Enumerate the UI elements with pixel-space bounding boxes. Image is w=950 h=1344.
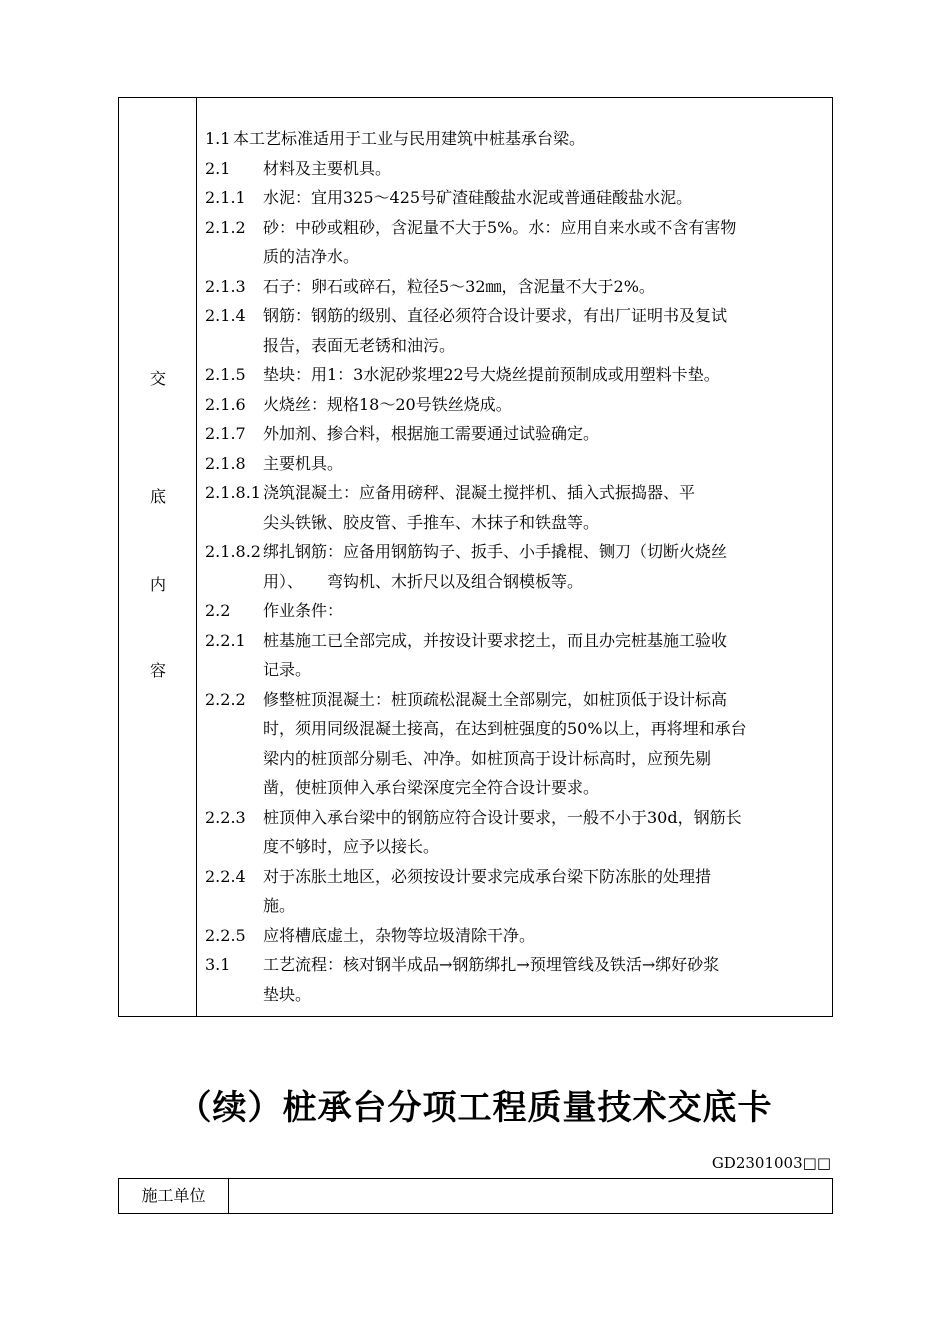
clause-number: 2.1.8 [205,453,246,473]
clause-text: 质的洁净水。 [263,247,360,266]
content-line [205,478,831,508]
content-line [205,980,831,1010]
clause-text: 作业条件： [263,601,344,620]
clause-text: 石子：卵石或碎石，粒径5～32㎜，含泥量不大于2%。 [263,276,655,296]
clause-text: 砂：中砂或粗砂，含泥量不大于5%。水：应用自来水或不含有害物 [263,217,737,237]
content-line [205,773,831,803]
content-line [205,360,831,390]
label-column [119,98,197,1016]
content-line [205,508,831,538]
disclosure-table [118,97,833,1017]
content-line [205,272,831,302]
content-line [205,950,831,980]
clause-number: 2.2.2 [205,689,246,709]
construction-unit-value[interactable] [230,1179,832,1213]
content-line [205,390,831,420]
content-line [205,655,831,685]
clause-number: 2.1.2 [205,217,246,237]
content-line [205,714,831,744]
clause-text: 桩基施工已全部完成，并按设计要求挖土，而且办完桩基施工验收 [263,630,728,650]
content-line [205,744,831,774]
content-line [205,891,831,921]
content-line [205,331,831,361]
clause-text: 外加剂、掺合料，根据施工需要通过试验确定。 [263,424,600,443]
content-line [205,596,831,626]
clause-text: 工艺流程：核对钢半成品→钢筋绑扎→预埋管线及铁活→绑好砂浆 [263,955,720,974]
clause-text: 用）、 弯钩机、木折尺以及组合钢模板等。 [263,571,584,591]
clause-text: 应将槽底虚土，杂物等垃圾清除干净。 [263,925,536,945]
content-line [205,124,831,154]
clause-number: 2.2 [205,601,231,620]
clause-number: 2.1.8.2 [205,542,261,561]
clause-text: 垫块：用1：3水泥砂浆埋22号大烧丝提前预制成或用塑料卡垫。 [263,365,720,384]
label-char-rong: 容 [149,661,166,680]
content-line [205,154,831,184]
clause-text: 垫块。 [263,984,312,1004]
content-line [205,685,831,715]
clause-text: 浇筑混凝土：应备用磅秤、混凝土搅拌机、插入式振捣器、平 [263,483,696,502]
clause-number: 1.1 [205,129,231,148]
clause-number: 2.1.8.1 [205,483,261,502]
content-line [205,567,831,597]
clause-text: 主要机具。 [263,453,344,473]
clause-number: 3.1 [205,955,231,974]
clause-text: 绑扎钢筋：应备用钢筋钩子、扳手、小手撬棍、铡刀（切断火烧丝 [263,542,728,561]
clause-number: 2.1.3 [205,276,246,296]
content-line [205,626,831,656]
label-char-jiao: 交 [149,369,166,388]
clause-text: 本工艺标准适用于工业与民用建筑中桩基承台梁。 [233,129,586,148]
clause-text: 时，须用同级混凝土接高，在达到桩强度的50%以上，再将埋和承台 [263,719,747,738]
content-line [205,419,831,449]
construction-unit-row [118,1178,833,1214]
label-char-di: 底 [149,487,166,506]
clause-text: 记录。 [263,660,312,679]
clause-text: 凿，使桩顶伸入承台梁深度完全符合设计要求。 [263,778,600,797]
clause-text: 修整桩顶混凝土：桩顶疏松混凝土全部剔完，如桩顶低于设计标高 [263,689,728,709]
clause-text: 尖头铁锹、胶皮管、手推车、木抹子和铁盘等。 [263,512,600,532]
clause-text: 桩顶伸入承台梁中的钢筋应符合设计要求，一般不小于30d，钢筋长 [263,807,742,827]
content-line [205,862,831,892]
clause-number: 2.2.1 [205,630,246,650]
clause-text: 对于冻胀土地区，必须按设计要求完成承台梁下防冻胀的处理措 [263,866,712,886]
clause-text: 报告，表面无老锈和油污。 [263,335,456,355]
clause-number: 2.2.5 [205,925,246,945]
content-line [205,242,831,272]
clause-number: 2.1.6 [205,394,246,414]
document-code: GD2301003□□ [711,1154,831,1172]
clause-number: 2.1.7 [205,424,246,443]
content-line [205,301,831,331]
content-line [205,213,831,243]
clause-text: 火烧丝：规格18～20号铁丝烧成。 [263,394,512,414]
clause-text: 钢筋：钢筋的级别、直径必须符合设计要求，有出厂证明书及复试 [263,306,728,325]
clause-number: 2.2.4 [205,866,246,886]
content-line [205,537,831,567]
content-line [205,183,831,213]
content-line [205,449,831,479]
clause-text: 材料及主要机具。 [263,158,392,178]
clause-text: 度不够时，应予以接长。 [263,837,440,856]
clause-text: 梁内的桩顶部分剔毛、冲净。如桩顶高于设计标高时，应预先剔 [263,748,712,768]
label-char-nei: 内 [149,575,166,594]
clause-number: 2.1 [205,158,231,178]
disclosure-content [205,124,831,1009]
construction-unit-label: 施工单位 [119,1179,229,1213]
content-line [205,832,831,862]
clause-text: 水泥：宜用325～425号矿渣硅酸盐水泥或普通硅酸盐水泥。 [263,188,693,207]
clause-number: 2.1.1 [205,188,246,207]
clause-number: 2.1.5 [205,365,246,384]
content-line [205,921,831,951]
content-line [205,803,831,833]
page-title: （续）桩承台分项工程质量技术交底卡 [177,1088,773,1128]
clause-number: 2.1.4 [205,306,246,325]
clause-number: 2.2.3 [205,807,246,827]
clause-text: 施。 [263,896,296,915]
